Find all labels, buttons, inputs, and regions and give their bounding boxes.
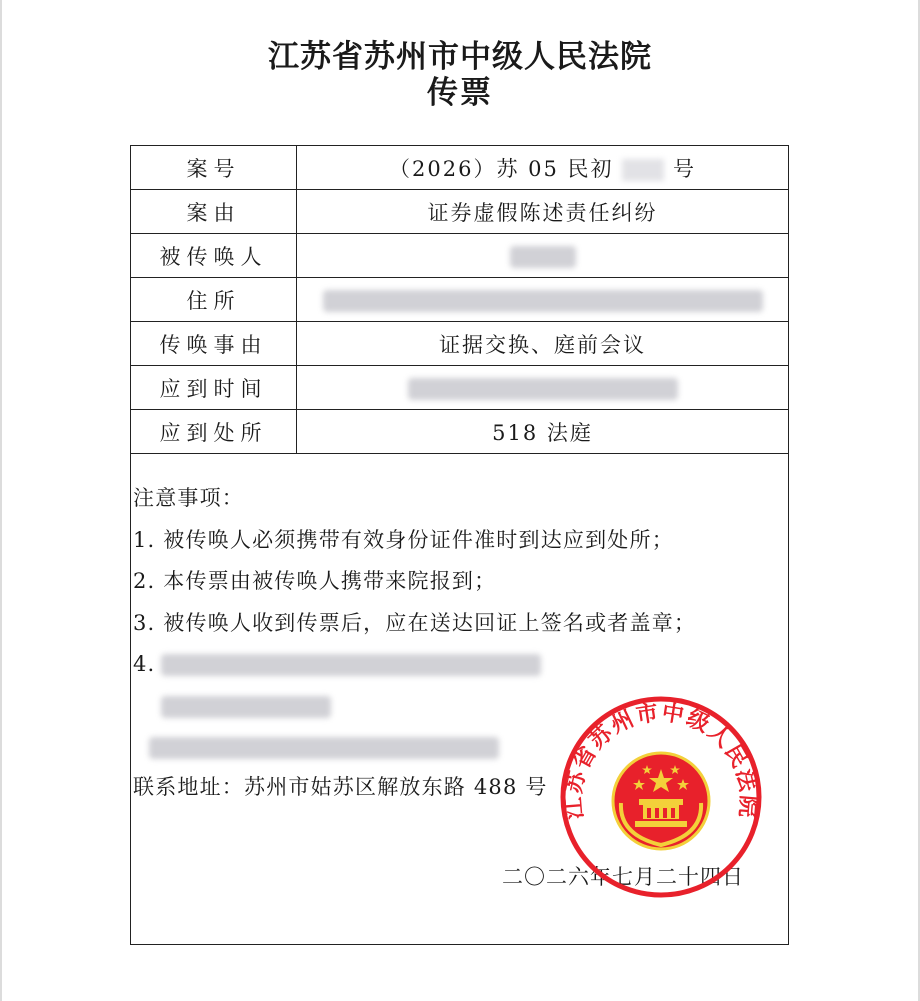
table-row-cause (131, 190, 789, 234)
table-row-address (131, 278, 789, 322)
time-label: 应到时间 (131, 366, 297, 410)
redacted-time (408, 378, 678, 400)
table-row-reason (131, 322, 789, 366)
cause-value: 证券虚假陈述责任纠纷 (297, 190, 789, 234)
summons-info-table (130, 145, 789, 454)
time-value (297, 366, 789, 410)
seal-text: 江苏省苏州市中级人民法院 (560, 699, 762, 821)
case-number-suffix: 号 (672, 156, 696, 181)
summoned-person-value (297, 234, 789, 278)
case-number-prefix: （2026）苏 05 民初 (389, 156, 614, 181)
redacted-address (323, 290, 763, 312)
cause-label: 案由 (131, 190, 297, 234)
case-number-value (297, 146, 789, 190)
note-item-4-number: 4. (133, 652, 156, 676)
redacted-note-line-2 (161, 696, 331, 718)
note-item-2: 2. 本传票由被传唤人携带来院报到； (133, 569, 497, 593)
table-row-summoned-person (131, 234, 789, 278)
issue-date: 二〇二六年七月二十四日 (502, 865, 744, 889)
note-item-3: 3. 被传唤人收到传票后，应在送达回证上签名或者盖章； (133, 610, 697, 635)
court-title: 江苏省苏州市中级人民法院 (268, 39, 652, 75)
summoned-person-label: 被传唤人 (131, 234, 297, 278)
table-row-case-number (131, 146, 789, 190)
table-row-location (131, 410, 789, 454)
court-seal (559, 695, 763, 899)
redacted-note-line-3 (149, 737, 499, 759)
address-label: 住所 (131, 278, 297, 322)
national-emblem-icon (613, 753, 709, 849)
redacted-name (510, 246, 576, 268)
page-edge-left (0, 0, 2, 1001)
reason-label: 传唤事由 (131, 322, 297, 366)
document-type-title: 传票 (427, 75, 493, 111)
case-number-label: 案号 (131, 146, 297, 190)
table-row-time (131, 366, 789, 410)
contact-address: 联系地址：苏州市姑苏区解放东路 488 号 (133, 775, 548, 799)
note-item-1: 1. 被传唤人必须携带有效身份证件准时到达应到处所； (133, 527, 674, 552)
address-value (297, 278, 789, 322)
note-item-4 (133, 644, 773, 686)
redacted-case-number (622, 159, 664, 181)
notes-heading: 注意事项： (133, 486, 244, 510)
location-label: 应到处所 (131, 410, 297, 454)
location-value: 518 法庭 (297, 410, 789, 454)
reason-value: 证据交换、庭前会议 (297, 322, 789, 366)
redacted-note-line-1 (161, 654, 541, 676)
